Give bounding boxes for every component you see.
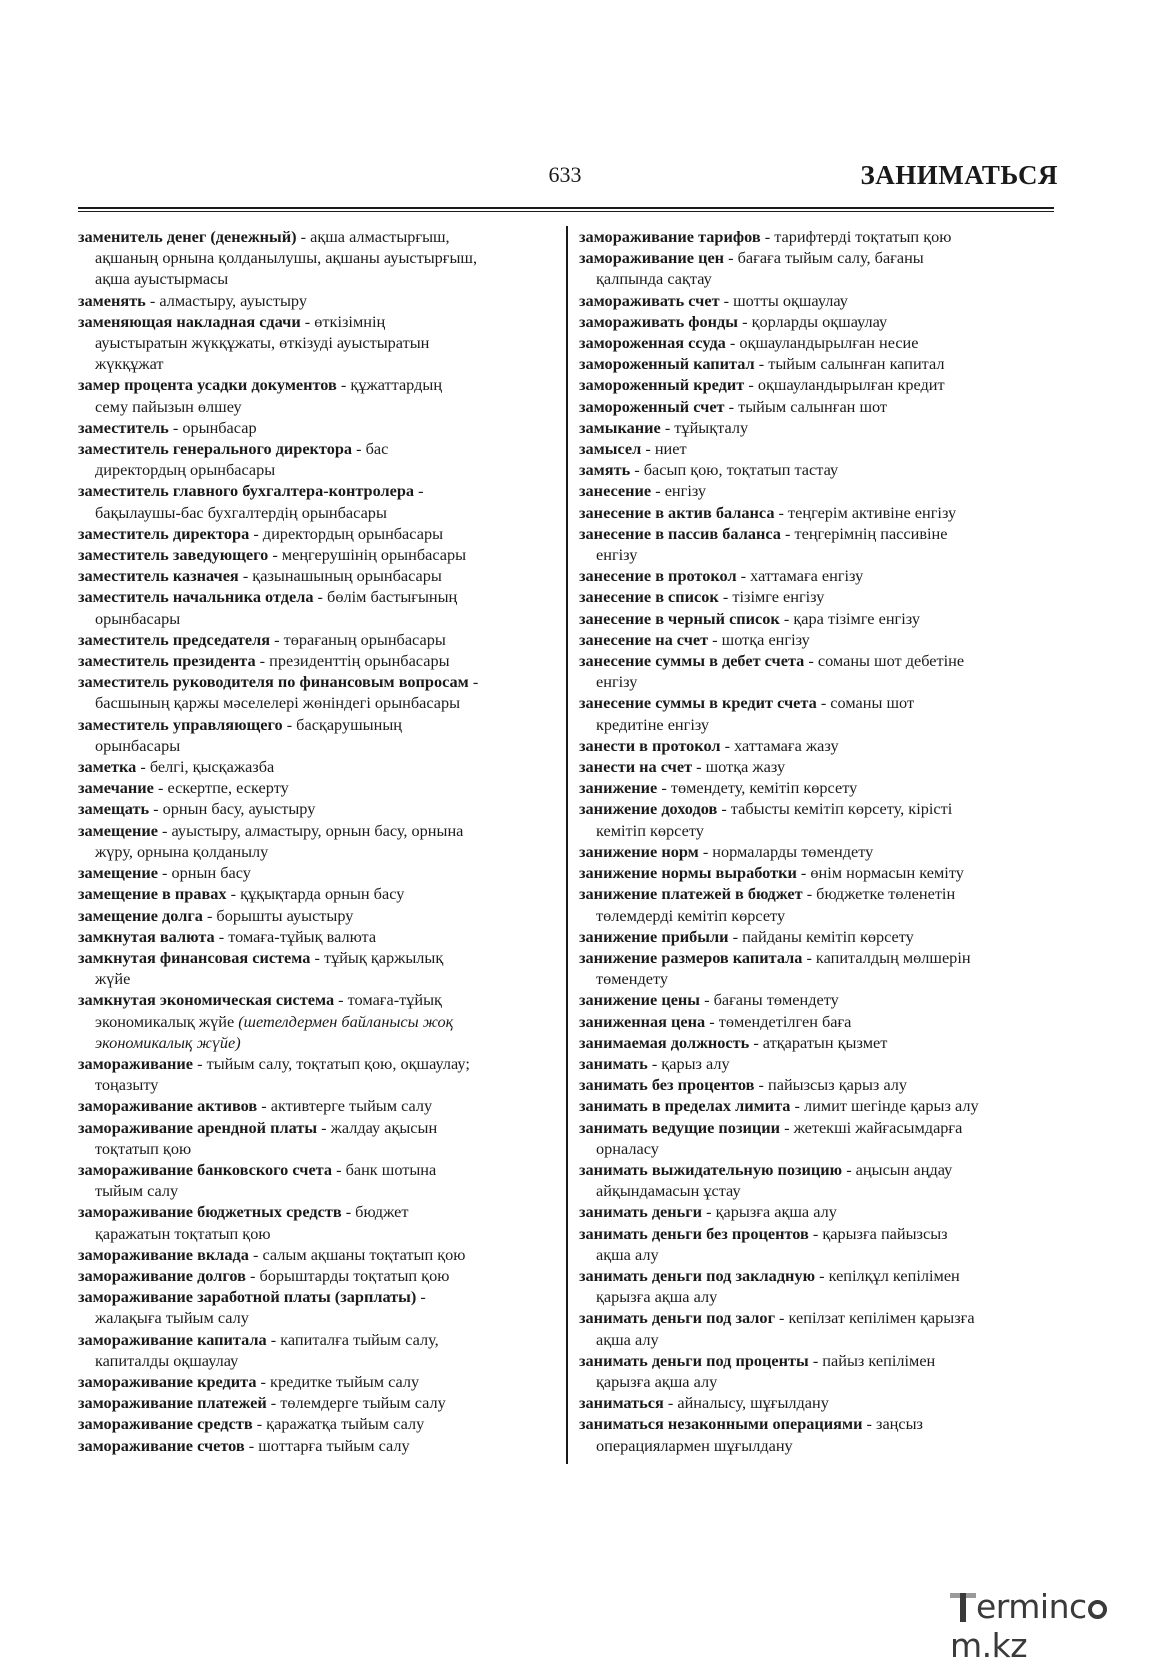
entry-line: занижение доходов - табысты кемітіп көрсету, кірісті bbox=[579, 799, 953, 819]
entry-line: занимать в пределах лимита - лимит шегінде қарыз алу bbox=[579, 1096, 979, 1116]
entry-line: занимать деньги под залог - кепілзат кепілімен қарызға bbox=[579, 1308, 975, 1328]
entry-line: замораживание средств - қаражатқа тыйым салу bbox=[78, 1414, 425, 1434]
entry-line: заменитель денег (денежный) - ақша алмастырғыш, bbox=[78, 227, 450, 246]
dictionary-entry bbox=[78, 290, 548, 311]
entry-line: замораживание - тыйым салу, тоқтатып қою, оқшаулау; bbox=[78, 1053, 470, 1073]
entry-term: занесение в список bbox=[579, 587, 719, 607]
entry-term: замороженная ссуда bbox=[579, 333, 726, 353]
entry-line: қарызға ақша алу bbox=[596, 1371, 718, 1391]
entry-line: ауыстыратын жүкқұжаты, өткізуді ауыстыратын bbox=[95, 333, 430, 353]
entry-term: заместитель руководителя по финансовым вопросам bbox=[78, 672, 469, 692]
dictionary-entry bbox=[579, 586, 1059, 607]
entry-line: экономикалық жүйе) bbox=[95, 1032, 241, 1052]
entry-line: замещать - орнын басу, ауыстыру bbox=[78, 799, 316, 819]
entry-term: занимать деньги под закладную bbox=[579, 1265, 816, 1285]
entry-line: занижение норм - нормаларды төмендету bbox=[579, 841, 874, 861]
entry-term: занижение размеров капитала bbox=[579, 947, 803, 967]
entry-line: занимать деньги - қарызға ақша алу bbox=[579, 1202, 837, 1222]
entry-line: занижение цены - бағаны төмендету bbox=[579, 990, 839, 1010]
entry-line: замораживать фонды - қорларды оқшаулау bbox=[579, 311, 888, 331]
dictionary-entry bbox=[579, 523, 1059, 565]
entry-term: заменяющая накладная сдачи bbox=[78, 311, 301, 331]
dictionary-entry bbox=[78, 820, 548, 862]
dictionary-entry bbox=[579, 1223, 1059, 1265]
entry-term: замещение в правах bbox=[78, 884, 227, 904]
entry-line: орналасу bbox=[596, 1138, 659, 1158]
entry-line: кемітіп көрсету bbox=[596, 820, 704, 840]
entry-line: замысел - ниет bbox=[579, 439, 687, 459]
entry-line: занесение суммы в кредит счета - соманы шот bbox=[579, 693, 915, 713]
dictionary-entry bbox=[579, 1159, 1059, 1201]
entry-line: заниматься незаконными операциями - заңсыз bbox=[579, 1414, 923, 1434]
entry-term: заместитель директора bbox=[78, 523, 250, 543]
entry-term: замещение bbox=[78, 820, 158, 840]
dictionary-entry bbox=[78, 756, 548, 777]
entry-line: занимать деньги под закладную - кепілқұл кепілімен bbox=[579, 1265, 960, 1285]
entry-line: орынбасары bbox=[95, 608, 181, 628]
dictionary-entry bbox=[579, 290, 1059, 311]
entry-line: заместитель генерального директора - бас bbox=[78, 439, 389, 459]
dictionary-entry bbox=[579, 1011, 1059, 1032]
entry-term: замещение bbox=[78, 863, 158, 883]
entry-line: ақша алу bbox=[596, 1244, 659, 1264]
entry-line: заменяющая накладная сдачи - өткізімнің bbox=[78, 311, 386, 331]
entry-line: занесение в черный список - қара тізімге енгізу bbox=[579, 608, 920, 628]
entry-line: тоңазыту bbox=[95, 1075, 159, 1095]
entry-line: занести на счет - шотқа жазу bbox=[579, 757, 786, 777]
dictionary-entry bbox=[78, 438, 548, 480]
entry-term: заместитель главного бухгалтера-контролера bbox=[78, 481, 415, 501]
entry-term: замораживание арендной платы bbox=[78, 1117, 318, 1137]
entry-line: заместитель руководителя по финансовым вопросам - bbox=[78, 672, 479, 692]
entry-line: занесение - енгізу bbox=[579, 481, 707, 501]
dictionary-entry bbox=[579, 1413, 1059, 1455]
dictionary-entry bbox=[579, 692, 1059, 734]
dictionary-entry bbox=[78, 671, 548, 713]
entry-term: заместитель генерального директора bbox=[78, 439, 353, 459]
dictionary-entry bbox=[78, 629, 548, 650]
dictionary-entry bbox=[579, 608, 1059, 629]
dictionary-entry bbox=[78, 565, 548, 586]
entry-line: занимаемая должность - атқаратын қызмет bbox=[579, 1032, 888, 1052]
entry-term: занимать деньги без процентов bbox=[579, 1223, 809, 1243]
entry-term: замораживание платежей bbox=[78, 1393, 267, 1413]
entry-term: замороженный кредит bbox=[579, 375, 745, 395]
entry-line: замечание - ескертпе, ескерту bbox=[78, 778, 289, 798]
entry-line: заместитель заведующего - меңгерушінің орынбасары bbox=[78, 545, 467, 565]
entry-term: занижение прибыли bbox=[579, 926, 729, 946]
entry-line: замораживание платежей - төлемдерге тыйым салу bbox=[78, 1393, 446, 1413]
dictionary-entry bbox=[579, 735, 1059, 756]
entry-term: замораживание долгов bbox=[78, 1265, 246, 1285]
entry-term: заместитель bbox=[78, 417, 169, 437]
entry-term: занесение суммы в дебет счета bbox=[579, 651, 805, 671]
dictionary-entry bbox=[579, 247, 1059, 289]
dictionary-entry bbox=[78, 714, 548, 756]
entry-line: жалақыға тыйым салу bbox=[95, 1308, 249, 1328]
entry-line: операциялармен шұғылдану bbox=[596, 1435, 793, 1455]
dictionary-entry bbox=[78, 1371, 548, 1392]
entry-line: заменять - алмастыру, ауыстыру bbox=[78, 290, 307, 310]
dictionary-entry bbox=[78, 311, 548, 375]
entry-term: занижение норм bbox=[579, 841, 699, 861]
entry-line: заместитель президента - президенттің орынбасары bbox=[78, 651, 450, 671]
entry-line: замораживание капитала - капиталға тыйым салу, bbox=[78, 1329, 439, 1349]
entry-line: занесение в актив баланса - теңгерім активіне енгізу bbox=[579, 502, 957, 522]
entry-line: замер процента усадки документов - құжаттардың bbox=[78, 375, 443, 395]
entry-line: замораживание бюджетных средств - бюджет bbox=[78, 1202, 409, 1222]
dictionary-entry bbox=[579, 1350, 1059, 1392]
entry-line: замораживание арендной платы - жалдау ақысын bbox=[78, 1117, 438, 1137]
dictionary-entry bbox=[78, 905, 548, 926]
entry-line: замораживание банковского счета - банк шотына bbox=[78, 1159, 437, 1179]
dictionary-entry bbox=[78, 480, 548, 522]
dictionary-entry bbox=[78, 926, 548, 947]
entry-line: занимать - қарыз алу bbox=[579, 1053, 730, 1073]
logo-t-glyph bbox=[950, 1591, 976, 1623]
entry-line: экономикалық жүйе (шетелдермен байланысы жоқ bbox=[95, 1011, 454, 1031]
entry-term: замещение долга bbox=[78, 905, 203, 925]
entry-term: замкнутая экономическая система bbox=[78, 990, 335, 1010]
entry-term: заниженная цена bbox=[579, 1011, 706, 1031]
dictionary-entry bbox=[78, 1413, 548, 1434]
entry-term: заместитель начальника отдела bbox=[78, 587, 314, 607]
entry-line: директордың орынбасары bbox=[95, 460, 276, 480]
entry-line: замещение - ауыстыру, алмастыру, орнын басу, орнына bbox=[78, 820, 464, 840]
dictionary-entry bbox=[579, 629, 1059, 650]
entry-term: занести на счет bbox=[579, 757, 693, 777]
dictionary-entry bbox=[579, 841, 1059, 862]
entry-line: замкнутая финансовая система - тұйық қаржылық bbox=[78, 947, 444, 967]
entry-term: замер процента усадки документов bbox=[78, 375, 337, 395]
entry-term: замораживание бюджетных средств bbox=[78, 1202, 342, 1222]
dictionary-entry bbox=[579, 565, 1059, 586]
dictionary-entry bbox=[579, 989, 1059, 1010]
entry-line: капиталды оқшаулау bbox=[95, 1350, 239, 1370]
dictionary-entry bbox=[78, 374, 548, 416]
dictionary-entry bbox=[78, 1265, 548, 1286]
entry-term: занесение в черный список bbox=[579, 608, 780, 628]
entry-line: занесение суммы в дебет счета - соманы шот дебетіне bbox=[579, 651, 965, 671]
entry-line: заместитель казначея - қазынашының орынбасары bbox=[78, 566, 442, 586]
entry-term: занимать деньги под залог bbox=[579, 1308, 775, 1328]
entry-term: замораживание капитала bbox=[78, 1329, 267, 1349]
entry-line: замкнутая экономическая система - томаға-тұйық bbox=[78, 990, 442, 1010]
entry-term: замороженный капитал bbox=[579, 354, 755, 374]
entry-line: замораживание долгов - борыштарды тоқтатып қою bbox=[78, 1265, 450, 1285]
dictionary-entry bbox=[579, 1201, 1059, 1222]
entry-term: замораживание тарифов bbox=[579, 227, 761, 246]
dictionary-entry bbox=[579, 650, 1059, 692]
entry-term: занимать в пределах лимита bbox=[579, 1096, 791, 1116]
entry-line: қарызға ақша алу bbox=[596, 1287, 718, 1307]
entry-line: енгізу bbox=[596, 672, 638, 692]
header-rule-thin bbox=[78, 211, 1054, 212]
entry-line: қаражатын тоқтатып қою bbox=[95, 1223, 271, 1243]
dictionary-entry bbox=[579, 947, 1059, 989]
entry-term: заместитель председателя bbox=[78, 629, 271, 649]
entry-term: заместитель управляющего bbox=[78, 714, 283, 734]
dictionary-entry bbox=[579, 756, 1059, 777]
dictionary-entry bbox=[78, 1435, 548, 1456]
dictionary-entry bbox=[579, 332, 1059, 353]
entry-term: занимать ведущие позиции bbox=[579, 1117, 781, 1137]
entry-line: төлемдерді кемітіп көрсету bbox=[596, 905, 786, 925]
entry-line: заместитель председателя - төрағаның орынбасары bbox=[78, 629, 446, 649]
left-column bbox=[78, 226, 548, 1456]
entry-line: занимать ведущие позиции - жетекші жайғасымдарға bbox=[579, 1117, 963, 1137]
dictionary-entry bbox=[579, 1074, 1059, 1095]
dictionary-entry bbox=[78, 989, 548, 1053]
dictionary-entry bbox=[78, 777, 548, 798]
entry-term: замораживание заработной платы (зарплаты) bbox=[78, 1287, 417, 1307]
entry-line: тоқтатып қою bbox=[95, 1138, 192, 1158]
entry-term: заместитель казначея bbox=[78, 566, 239, 586]
dictionary-entry bbox=[579, 396, 1059, 417]
entry-term: заместитель президента bbox=[78, 651, 256, 671]
entry-line: замораживание кредита - кредитке тыйым салу bbox=[78, 1371, 420, 1391]
entry-line: заместитель - орынбасар bbox=[78, 417, 257, 437]
entry-line: ақшаның орнына қолданылушы, ақшаны ауыстырғыш, bbox=[95, 248, 478, 268]
entry-line: тыйым салу bbox=[95, 1181, 179, 1201]
entry-line: замораживать счет - шотты оқшаулау bbox=[579, 290, 848, 310]
entry-line: ақша алу bbox=[596, 1329, 659, 1349]
dictionary-entry bbox=[78, 1329, 548, 1371]
dictionary-entry bbox=[579, 883, 1059, 925]
entry-line: төмендету bbox=[596, 969, 669, 989]
entry-line: замороженный капитал - тыйым салынған капитал bbox=[579, 354, 945, 374]
page-number: 633 bbox=[548, 162, 582, 187]
entry-line: енгізу bbox=[596, 545, 638, 565]
entry-term: занимать без процентов bbox=[579, 1075, 755, 1095]
entry-line: заниматься - айналысу, шұғылдану bbox=[579, 1393, 829, 1413]
entry-line: заниженная цена - төмендетілген баға bbox=[579, 1011, 852, 1031]
entry-term: занимать деньги под проценты bbox=[579, 1350, 809, 1370]
dictionary-entry bbox=[579, 311, 1059, 332]
entry-term: замораживание средств bbox=[78, 1414, 253, 1434]
dictionary-entry bbox=[579, 374, 1059, 395]
entry-line: орынбасары bbox=[95, 735, 181, 755]
entry-line: заместитель главного бухгалтера-контролера - bbox=[78, 481, 424, 501]
entry-term: занесение в актив баланса bbox=[579, 502, 775, 522]
entry-term: занимать bbox=[579, 1053, 648, 1073]
dictionary-entry bbox=[78, 226, 548, 290]
entry-term: занижение платежей в бюджет bbox=[579, 884, 803, 904]
entry-line: занимать без процентов - пайызсыз қарыз алу bbox=[579, 1075, 908, 1095]
entry-term: замораживание кредита bbox=[78, 1371, 257, 1391]
dictionary-entry bbox=[78, 1244, 548, 1265]
entry-line: занижение - төмендету, кемітіп көрсету bbox=[579, 778, 858, 798]
entry-line: замещение в правах - құқықтарда орнын басу bbox=[78, 884, 405, 904]
entry-line: жүкқұжат bbox=[95, 354, 164, 374]
entry-line: заместитель директора - директордың орынбасары bbox=[78, 523, 444, 543]
entry-line: замороженная ссуда - оқшауландырылған несие bbox=[579, 333, 919, 353]
dictionary-entry bbox=[579, 226, 1059, 247]
entry-line: заметка - белгі, қысқажазба bbox=[78, 757, 275, 777]
entry-term: занижение доходов bbox=[579, 799, 718, 819]
dictionary-entry bbox=[579, 1265, 1059, 1307]
entry-line: замораживание заработной платы (зарплаты) - bbox=[78, 1287, 426, 1307]
entry-term: занесение в протокол bbox=[579, 566, 737, 586]
entry-term: заниматься незаконными операциями bbox=[579, 1414, 863, 1434]
entry-term: замечание bbox=[78, 778, 154, 798]
right-column bbox=[579, 226, 1059, 1456]
entry-line: сему пайызын өлшеу bbox=[95, 396, 242, 416]
entry-line: бақылаушы-бас бухгалтердің орынбасары bbox=[95, 502, 387, 522]
dictionary-entry bbox=[579, 438, 1059, 459]
entry-term: заменять bbox=[78, 290, 146, 310]
entry-line: занесение в список - тізімге енгізу bbox=[579, 587, 825, 607]
dictionary-entry bbox=[579, 417, 1059, 438]
entry-term: занижение нормы выработки bbox=[579, 863, 797, 883]
entry-line: занести в протокол - хаттамаға жазу bbox=[579, 735, 839, 755]
entry-line: айқындамасын ұстау bbox=[596, 1181, 741, 1201]
entry-line: замораживание активов - активтерге тыйым салу bbox=[78, 1096, 433, 1116]
entry-term: замораживание банковского счета bbox=[78, 1159, 333, 1179]
entry-line: занимать деньги без процентов - қарызға пайызсыз bbox=[579, 1223, 948, 1243]
entry-term: заменитель денег (денежный) bbox=[78, 227, 297, 246]
dictionary-entry bbox=[78, 1201, 548, 1243]
entry-term: замораживание bbox=[78, 1053, 194, 1073]
entry-term: замять bbox=[579, 460, 631, 480]
entry-term: замкнутая финансовая система bbox=[78, 947, 311, 967]
entry-line: замещение долга - борышты ауыстыру bbox=[78, 905, 354, 925]
entry-line: кредитіне енгізу bbox=[596, 714, 710, 734]
dictionary-entry bbox=[78, 1053, 548, 1095]
dictionary-entry bbox=[78, 862, 548, 883]
dictionary-entry bbox=[78, 947, 548, 989]
entry-term: занести в протокол bbox=[579, 735, 721, 755]
header-rule bbox=[78, 207, 1054, 209]
entry-term: занесение в пассив баланса bbox=[579, 523, 781, 543]
entry-line: занесение в пассив баланса - теңгерімнің пассивіне bbox=[579, 523, 948, 543]
dictionary-entry bbox=[78, 1117, 548, 1159]
dictionary-entry bbox=[579, 502, 1059, 523]
entry-term: занесение на счет bbox=[579, 629, 709, 649]
running-head: ЗАНИМАТЬСЯ bbox=[860, 160, 1058, 190]
entry-line: занесение на счет - шотқа енгізу bbox=[579, 629, 810, 649]
dictionary-entry bbox=[579, 798, 1059, 840]
entry-line: замораживание цен - бағаға тыйым салу, бағаны bbox=[579, 248, 924, 268]
entry-line: занижение размеров капитала - капиталдың мөлшерін bbox=[579, 947, 971, 967]
entry-line: занимать деньги под проценты - пайыз кепілімен bbox=[579, 1350, 936, 1370]
entry-line: замять - басып қою, тоқтатып тастау bbox=[579, 460, 839, 480]
entry-line: қалпында сақтау bbox=[596, 269, 712, 289]
entry-term: замкнутая валюта bbox=[78, 926, 215, 946]
logo-o-ring bbox=[1088, 1600, 1107, 1619]
dictionary-entry bbox=[579, 1095, 1059, 1116]
entry-line: жүру, орнына қолданылу bbox=[95, 841, 269, 861]
entry-term: занимать деньги bbox=[579, 1202, 703, 1222]
entry-line: замораживание вклада - салым ақшаны тоқтатып қою bbox=[78, 1244, 466, 1264]
entry-line: замороженный счет - тыйым салынған шот bbox=[579, 396, 888, 416]
entry-term: замораживание вклада bbox=[78, 1244, 249, 1264]
dictionary-entry bbox=[78, 586, 548, 628]
entry-term: замыкание bbox=[579, 417, 661, 437]
entry-line: занижение платежей в бюджет - бюджетке төленетін bbox=[579, 884, 956, 904]
dictionary-entry bbox=[78, 1095, 548, 1116]
dictionary-entry bbox=[78, 417, 548, 438]
dictionary-entry bbox=[579, 926, 1059, 947]
entry-line: басшының қаржы мәселелері жөніндегі орынбасары bbox=[95, 693, 461, 713]
dictionary-entry bbox=[579, 1053, 1059, 1074]
entry-term: заметка bbox=[78, 757, 137, 777]
dictionary-entry bbox=[579, 862, 1059, 883]
entry-line: замкнутая валюта - томаға-тұйық валюта bbox=[78, 926, 377, 946]
entry-line: замороженный кредит - оқшауландырылған кредит bbox=[579, 375, 945, 395]
column-divider bbox=[566, 226, 568, 1464]
entry-line: замораживание счетов - шоттарға тыйым салу bbox=[78, 1435, 410, 1455]
entry-term: замораживать фонды bbox=[579, 311, 739, 331]
entry-term: замораживать счет bbox=[579, 290, 720, 310]
dictionary-entry bbox=[579, 353, 1059, 374]
entry-term: заместитель заведующего bbox=[78, 545, 269, 565]
entry-line: занесение в протокол - хаттамаға енгізу bbox=[579, 566, 864, 586]
entry-term: замораживание активов bbox=[78, 1096, 258, 1116]
dictionary-entry bbox=[579, 1117, 1059, 1159]
dictionary-entry bbox=[579, 459, 1059, 480]
entry-line: занижение прибыли - пайданы кемітіп көрсету bbox=[579, 926, 914, 946]
entry-line: занимать выжидательную позицию - аңысын аңдау bbox=[579, 1159, 953, 1179]
entry-term: замораживание цен bbox=[579, 248, 725, 268]
entry-line: заместитель управляющего - басқарушының bbox=[78, 714, 402, 734]
entry-term: занесение bbox=[579, 481, 652, 501]
dictionary-entry bbox=[78, 544, 548, 565]
entry-term: занимать выжидательную позицию bbox=[579, 1159, 843, 1179]
entry-term: замороженный счет bbox=[579, 396, 725, 416]
entry-term: занижение bbox=[579, 778, 658, 798]
dictionary-entry bbox=[579, 1392, 1059, 1413]
entry-term: замысел bbox=[579, 439, 642, 459]
entry-line: заместитель начальника отдела - бөлім бастығының bbox=[78, 587, 458, 607]
dictionary-entry bbox=[579, 777, 1059, 798]
entry-term: занесение суммы в кредит счета bbox=[579, 693, 817, 713]
dictionary-entry bbox=[78, 1286, 548, 1328]
dictionary-entry bbox=[579, 1307, 1059, 1349]
entry-term: заниматься bbox=[579, 1393, 664, 1413]
entry-line: замещение - орнын басу bbox=[78, 863, 251, 883]
dictionary-entry bbox=[78, 523, 548, 544]
entry-line: ақша ауыстырмасы bbox=[95, 269, 229, 289]
termincom-logo: ermincm.kz bbox=[950, 1587, 1158, 1665]
dictionary-entry bbox=[78, 1392, 548, 1413]
entry-line: замораживание тарифов - тарифтерді тоқтатып қою bbox=[579, 227, 952, 246]
entry-term: занижение цены bbox=[579, 990, 701, 1010]
dictionary-entry bbox=[78, 1159, 548, 1201]
entry-line: жүйе bbox=[95, 969, 131, 989]
entry-term: занимаемая должность bbox=[579, 1032, 750, 1052]
entry-term: замещать bbox=[78, 799, 150, 819]
dictionary-entry bbox=[78, 798, 548, 819]
entry-term: замораживание счетов bbox=[78, 1435, 245, 1455]
dictionary-entry bbox=[579, 1032, 1059, 1053]
entry-line: замыкание - тұйықталу bbox=[579, 417, 749, 437]
dictionary-entry bbox=[78, 650, 548, 671]
entry-line: занижение нормы выработки - өнім нормасын кеміту bbox=[579, 863, 964, 883]
dictionary-entry bbox=[579, 480, 1059, 501]
dictionary-entry bbox=[78, 883, 548, 904]
